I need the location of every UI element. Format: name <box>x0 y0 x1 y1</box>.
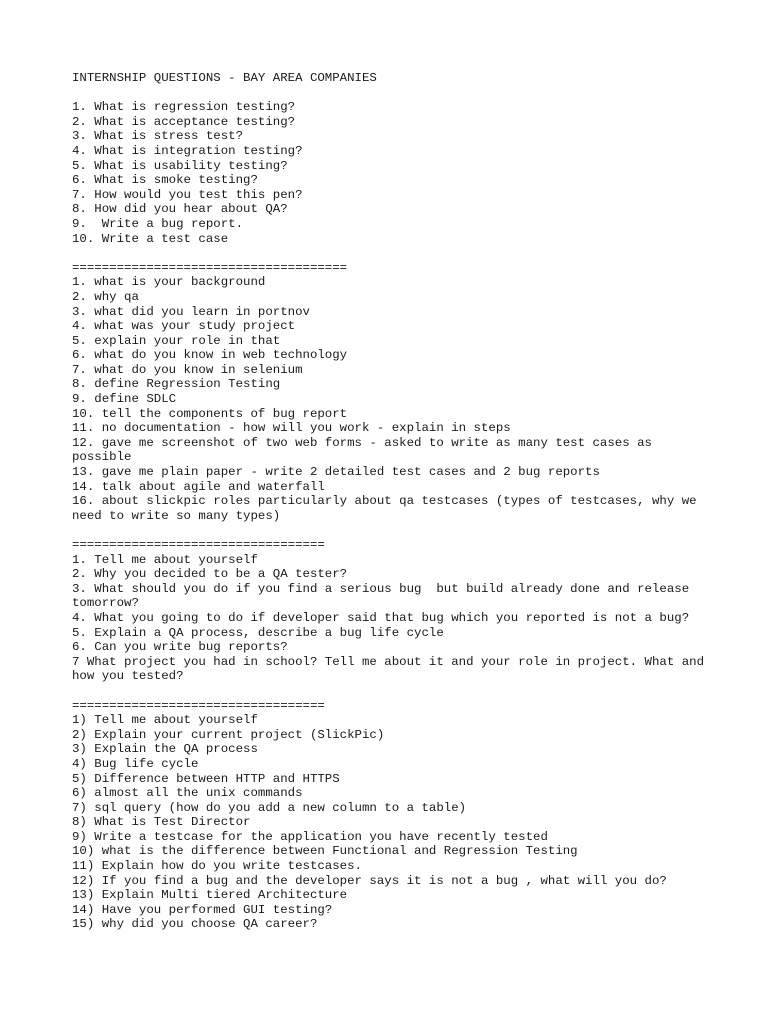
question-item: 4. What is integration testing? <box>72 143 303 158</box>
question-item: 14. talk about agile and waterfall <box>72 479 325 494</box>
question-item: 10. tell the components of bug report <box>72 406 348 421</box>
question-item: 5. Explain a QA process, describe a bug life cycle <box>72 625 444 640</box>
question-item: 6. Can you write bug reports? <box>72 640 288 655</box>
question-item: 11) Explain how do you write testcases. <box>72 859 362 874</box>
question-item: 11. no documentation - how will you work - explain in steps <box>72 421 511 436</box>
question-item: 13. gave me plain paper - write 2 detailed test cases and 2 bug reports <box>72 465 600 480</box>
question-item: 16. about slickpic roles particularly about qa testcases (types of testcases, why we need to write so many types) <box>72 494 705 523</box>
question-item: 13) Explain Multi tiered Architecture <box>72 888 348 903</box>
question-item: 7) sql query (how do you add a new column to a table) <box>72 800 467 815</box>
question-item: 8) What is Test Director <box>72 815 251 830</box>
question-item: 5. explain your role in that <box>72 333 281 348</box>
question-item: 5. What is usability testing? <box>72 158 288 173</box>
question-item: 2. Why you decided to be a QA tester? <box>72 567 348 582</box>
question-item: 2) Explain your current project (SlickPic) <box>72 727 385 742</box>
question-item: 8. How did you hear about QA? <box>72 202 288 217</box>
question-item: 3. What should you do if you find a serious bug but build already done and release tomorrow? <box>72 581 697 611</box>
document-body <box>72 71 712 947</box>
question-item: 9. Write a bug report. <box>72 216 244 231</box>
question-item: 1. Tell me about yourself <box>72 552 258 567</box>
section-divider: ===================================== <box>72 260 348 275</box>
question-section <box>72 261 712 524</box>
question-item: 5) Difference between HTTP and HTTPS <box>72 771 340 786</box>
question-list <box>72 553 712 684</box>
question-item: 7 What project you had in school? Tell me about it and your role in project. What and how you tested? <box>72 654 712 684</box>
question-section <box>72 538 712 684</box>
question-item: 14) Have you performed GUI testing? <box>72 902 333 917</box>
question-item: 15) why did you choose QA career? <box>72 917 318 932</box>
question-item: 1. what is your background <box>72 275 266 290</box>
question-item: 10) what is the difference between Functional and Regression Testing <box>72 844 578 859</box>
document-title: INTERNSHIP QUESTIONS - BAY AREA COMPANIES <box>72 71 377 85</box>
question-item: 7. How would you test this pen? <box>72 187 303 202</box>
question-item: 8. define Regression Testing <box>72 377 281 392</box>
question-item: 12. gave me screenshot of two web forms - asked to write as many test cases as possible <box>72 435 660 465</box>
question-item: 1. What is regression testing? <box>72 100 296 115</box>
question-item: 9. define SDLC <box>72 392 177 407</box>
question-item: 1) Tell me about yourself <box>72 713 258 728</box>
question-item: 4) Bug life cycle <box>72 756 199 771</box>
question-list <box>72 100 712 246</box>
question-section <box>72 100 712 246</box>
question-item: 9) Write a testcase for the application you have recently tested <box>72 829 548 844</box>
section-divider: ================================== <box>72 538 325 552</box>
question-sections <box>72 100 712 932</box>
question-item: 7. what do you know in selenium <box>72 362 303 377</box>
question-section <box>72 699 712 933</box>
section-divider: ================================== <box>72 698 325 713</box>
question-item: 12) If you find a bug and the developer says it is not a bug , what will you do? <box>72 873 667 888</box>
question-item: 3. what did you learn in portnov <box>72 304 310 319</box>
question-item: 6. what do you know in web technology <box>72 348 348 363</box>
question-item: 2. why qa <box>72 289 139 304</box>
question-item: 4. What you going to do if developer said that bug which you reported is not a bug? <box>72 610 690 625</box>
question-item: 6) almost all the unix commands <box>72 786 303 801</box>
question-item: 6. What is smoke testing? <box>72 173 258 188</box>
question-list <box>72 275 712 523</box>
question-list <box>72 713 712 932</box>
question-item: 4. what was your study project <box>72 319 296 334</box>
question-item: 10. Write a test case <box>72 231 229 246</box>
question-item: 3) Explain the QA process <box>72 742 258 757</box>
question-item: 3. What is stress test? <box>72 129 244 144</box>
question-item: 2. What is acceptance testing? <box>72 114 296 129</box>
